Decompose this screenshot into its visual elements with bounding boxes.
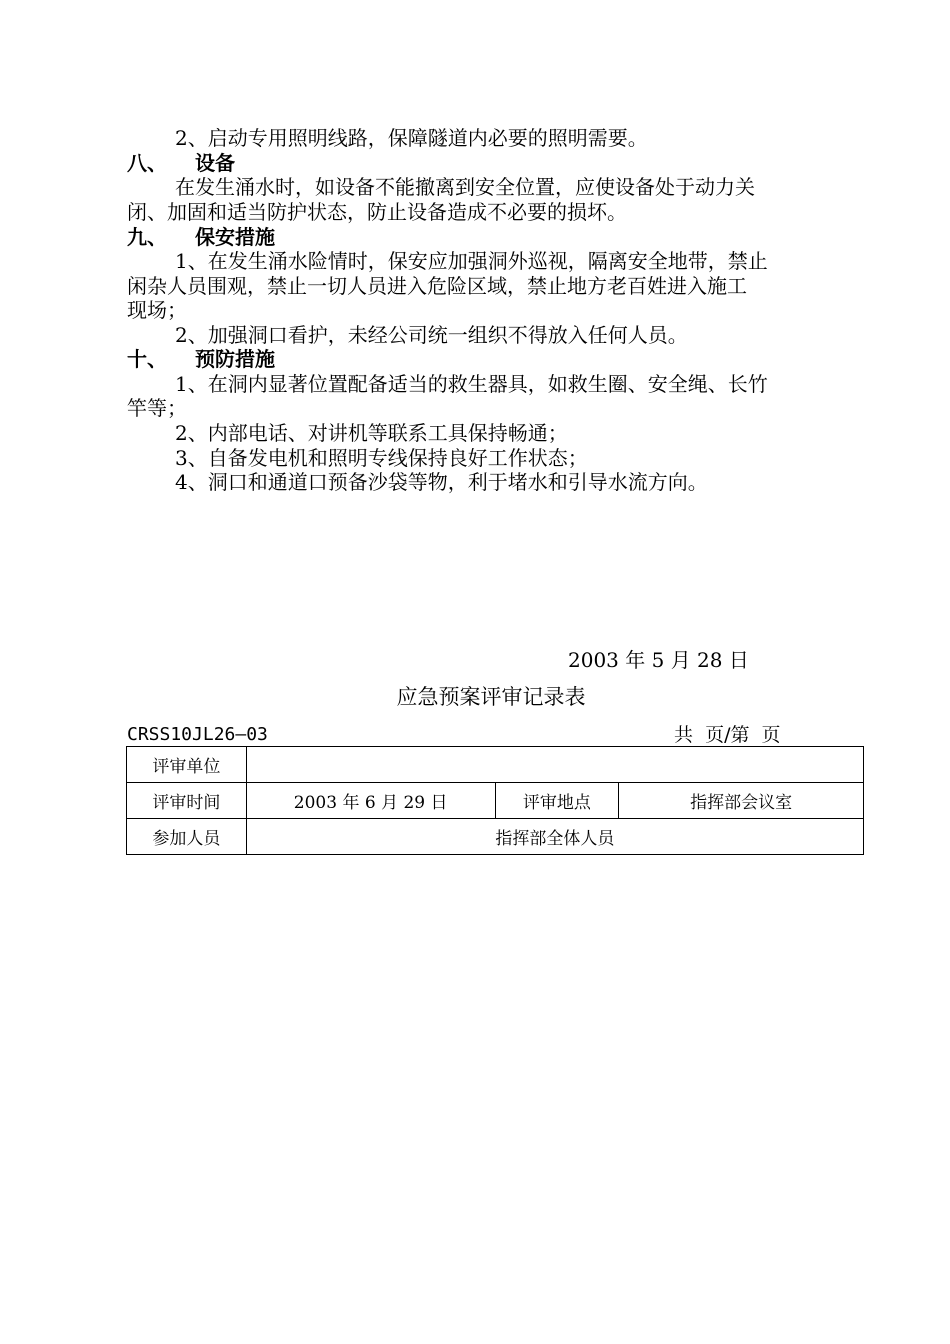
place-value: 指挥部会议室 (619, 783, 864, 819)
form-title: 应急预案评审记录表 (396, 685, 586, 709)
review-record-table (126, 746, 864, 855)
paragraph-line: 1、在发生涌水险情时，保安应加强洞外巡视，隔离安全地带，禁止 (175, 249, 768, 273)
form-code: CRSS10JL26—03 (127, 724, 268, 745)
section-title: 预防措施 (195, 347, 275, 371)
section-heading-9 (127, 225, 275, 249)
paragraph-line: 竿等； (127, 396, 187, 420)
paragraph-line: 闲杂人员围观，禁止一切人员进入危险区域，禁止地方老百姓进入施工 (127, 274, 747, 298)
time-label: 评审时间 (127, 783, 247, 819)
place-label: 评审地点 (495, 783, 619, 819)
unit-label: 评审单位 (127, 747, 247, 783)
paragraph-line: 2、启动专用照明线路，保障隧道内必要的照明需要。 (175, 126, 648, 150)
time-value: 2003 年 6 月 29 日 (246, 783, 495, 819)
table-row (127, 819, 864, 855)
section-title: 保安措施 (195, 225, 275, 249)
paragraph-line: 2、内部电话、对讲机等联系工具保持畅通； (175, 421, 568, 445)
document-date: 2003 年 5 月 28 日 (568, 648, 749, 672)
paragraph-line: 2、加强洞口看护，未经公司统一组织不得放入任何人员。 (175, 323, 688, 347)
section-heading-10 (127, 347, 275, 371)
page-info: 共 页/第 页 (674, 724, 781, 746)
people-label: 参加人员 (127, 819, 247, 855)
paragraph-line: 4、洞口和通道口预备沙袋等物，利于堵水和引导水流方向。 (175, 470, 708, 494)
table-row (127, 747, 864, 783)
unit-value (246, 747, 863, 783)
section-number: 十、 (127, 347, 167, 371)
paragraph-line: 在发生涌水时，如设备不能撤离到安全位置，应使设备处于动力关 (175, 175, 755, 199)
people-value: 指挥部全体人员 (246, 819, 863, 855)
table-row (127, 783, 864, 819)
section-heading-8 (127, 151, 235, 175)
paragraph-line: 现场； (127, 298, 187, 322)
paragraph-line: 1、在洞内显著位置配备适当的救生器具，如救生圈、安全绳、长竹 (175, 372, 768, 396)
paragraph-line: 闭、加固和适当防护状态，防止设备造成不必要的损坏。 (127, 200, 627, 224)
section-number: 九、 (127, 225, 167, 249)
section-title: 设备 (195, 151, 235, 175)
section-number: 八、 (127, 151, 167, 175)
paragraph-line: 3、自备发电机和照明专线保持良好工作状态； (175, 446, 588, 470)
